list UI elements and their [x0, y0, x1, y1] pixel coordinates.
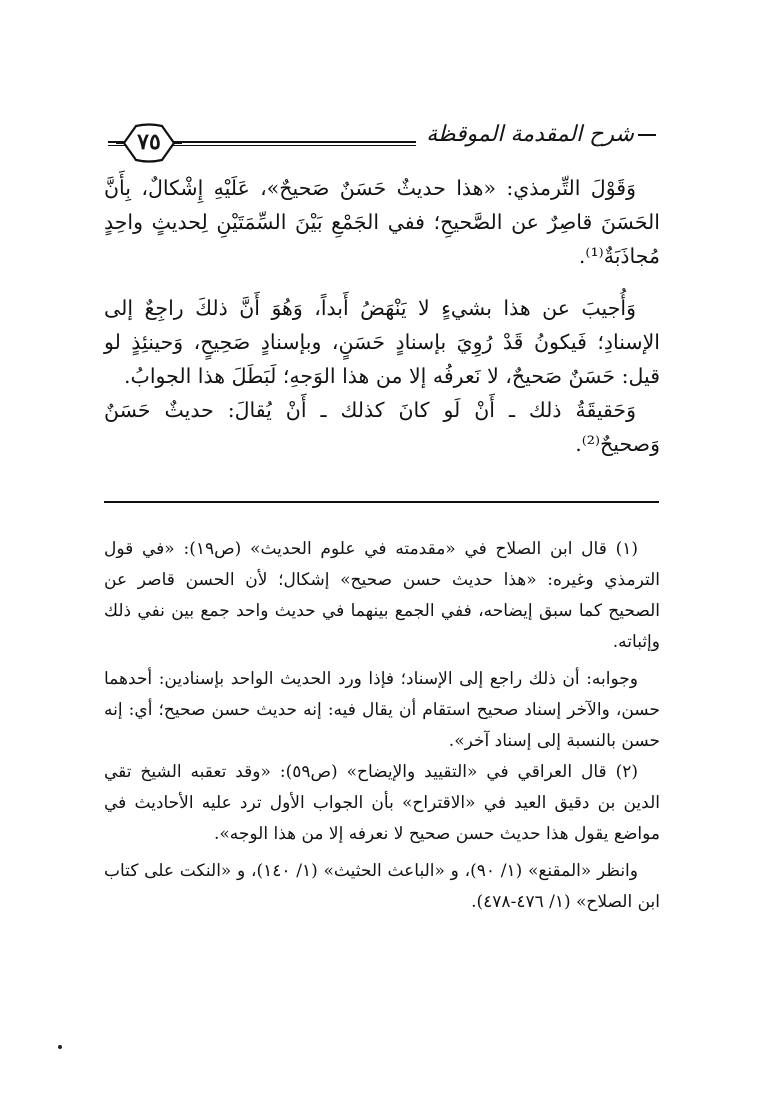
main-paragraph-1: وَقَوْلَ التِّرمذي: «هذا حديثٌ حَسَنٌ صَحيحٌ»، عَلَيْهِ إِشْكالٌ، بِأَنَّ الحَسَنَ قاصِرٌ عن الصَّحيحِ؛ ففي الجَمْعِ بَيْنَ السِّمَتَيْنِ لِحديثٍ واحِدٍ مُجاذَبَةٌ⁽¹⁾.	[104, 176, 660, 268]
footnote-1-part-2: وجوابه: أن ذلك راجع إلى الإسناد؛ فإذا ورد الحديث الواحد بإسنادين: أحدهما حسن، والآخر إسناد صحيح استقام أن يقال فيه: إنه حديث حسن صحيح؛ أي: إنه حسن بالنسبة إلى إسناد آخر».	[104, 669, 660, 751]
page-number-badge	[114, 122, 184, 164]
footnote-2-part-2: وانظر «المقنع» (١/ ٩٠)، و «الباعث الحثيث» (١/ ١٤٠)، و «النكت على كتاب ابن الصلاح» (١/ ٤٧٦-٤٧٨).	[104, 861, 660, 912]
page-number: ٧٥	[137, 129, 161, 155]
page-dot	[58, 1045, 62, 1049]
running-title	[416, 120, 656, 150]
footnote-2-part-1: (٢) قال العراقي في «التقييد والإيضاح» (ص٥٩): «وقد تعقبه الشيخ تقي الدين بن دقيق العيد في «الاقتراح» بأن الجواب الأول ترد عليه الأحاديث في مواضع يقول هذا حديث حسن صحيح لا نعرفه إلا من هذا الوجه».	[104, 762, 660, 844]
page-header	[108, 122, 656, 166]
footnotes	[104, 534, 660, 918]
footnote-1-part-1: (١) قال ابن الصلاح في «مقدمته في علوم الحديث» (ص١٩): «في قول الترمذي وغيره: «هذا حديث حسن صحيح» إشكال؛ لأن الحسن قاصر عن الصحيح كما سبق إيضاحه، ففي الجمع بينهما في حديث واحد جمع بين نفي ذلك وإثباته.	[104, 539, 660, 652]
main-text	[104, 171, 660, 461]
main-paragraph-2: وَأُجيبَ عن هذا بشيءٍ لا يَنْهَضُ أَبداً، وَهُوَ أَنَّ ذلكَ راجِعٌ إلى الإسنادِ؛ فَيكونُ قَدْ رُوِيَ بإسنادٍ حَسَنٍ، وبإسنادٍ صَحِيحٍ، وَحينئِذٍ لو قيل: حَسَنٌ صَحيحٌ، لا نَعرفُه إلا من هذا الوَجهِ؛ لَبَطَلَ هذا الجوابُ.	[104, 296, 660, 388]
title-dash	[638, 134, 656, 136]
running-title-text: شرح المقدمة الموقظة	[426, 122, 634, 147]
main-paragraph-3: وَحَقيقَةُ ذلك ـ أَنْ لَو كانَ كذلك ـ أَنْ يُقالَ: حديثٌ حَسَنٌ وَصحيحٌ⁽²⁾.	[104, 398, 660, 456]
footnote-divider	[104, 501, 659, 503]
